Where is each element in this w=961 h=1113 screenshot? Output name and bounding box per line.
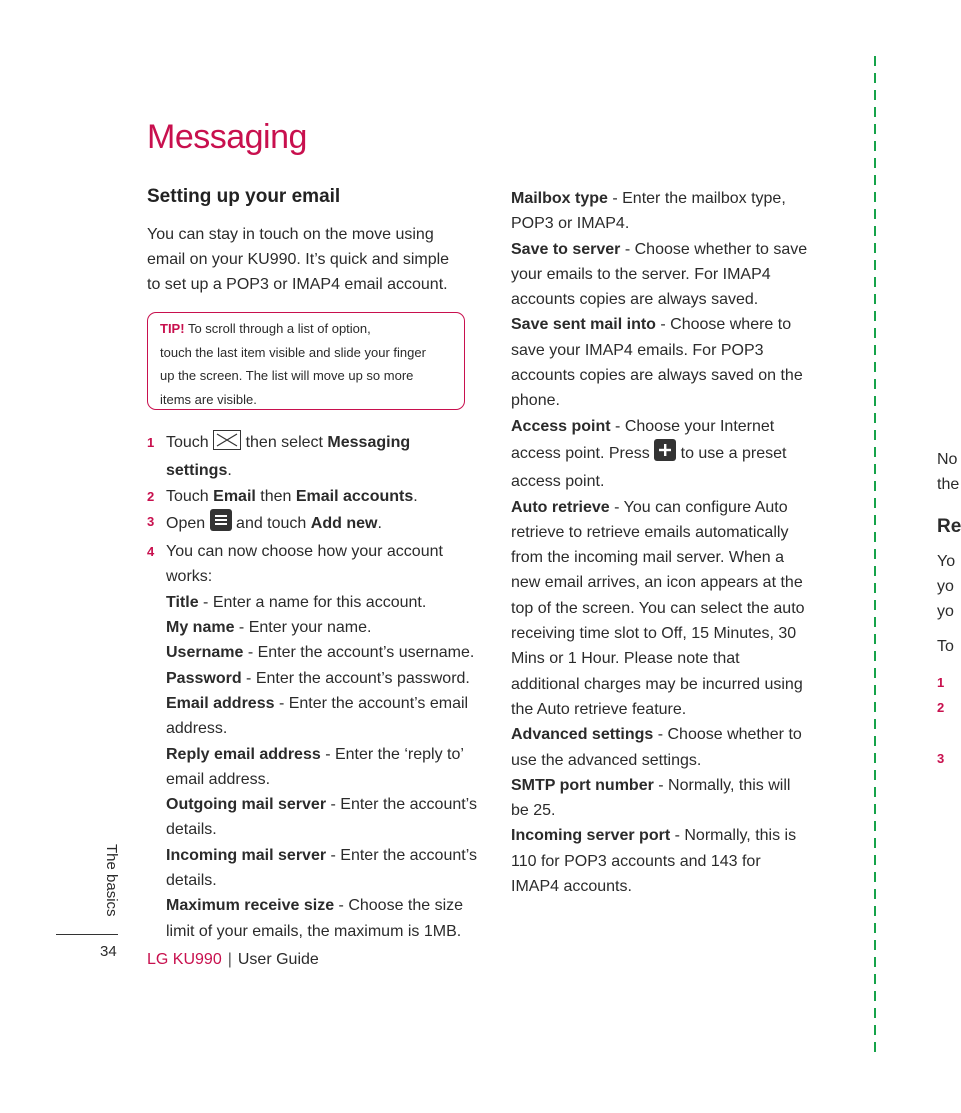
field-item: Auto retrieve - You can configure Auto retrieve to retrieve emails automatically from the incoming mail server. When a new email arrives, an icon appears at the top of the screen. You can select the auto receiving time slot to Off, 15 Minutes, 30 Mins or 1 Hour. Please note that additional charges may be incurred using the Auto retrieve feature. [511, 498, 805, 718]
field-item: Password - Enter the account’s password. [166, 669, 470, 687]
step-1: 1 Touch then select Messaging settings. [147, 430, 477, 484]
footer [147, 951, 319, 969]
menu-icon [210, 509, 232, 539]
field-item: Username - Enter the account’s username. [166, 644, 475, 662]
next-page-step-number: 1 [937, 675, 945, 690]
footer-guide: User Guide [237, 951, 319, 968]
next-page-text: Yo [937, 553, 956, 570]
field-item: Advanced settings - Choose whether to use the advanced settings. [511, 726, 802, 769]
step-3: 3 Open and touch Add new. [147, 509, 477, 539]
side-label-container [102, 844, 122, 924]
field-item: Title - Enter a name for this account. [166, 593, 427, 611]
intro-paragraph: You can stay in touch on the move using email on your KU990. It’s quick and simple to set up a POP3 or IMAP4 email account. [147, 226, 450, 293]
next-page-step-number: 3 [937, 751, 945, 766]
footer-separator: | [227, 951, 232, 968]
step-2: 2 Touch Email then Email accounts. [147, 484, 477, 509]
step-number: 4 [147, 544, 155, 560]
tip-line: touch the last item visible and slide your finger [160, 344, 426, 360]
next-page-text: the [937, 476, 960, 493]
tip-line: up the screen. The list will move up so more [160, 368, 414, 383]
field-item: SMTP port number - Normally, this will be 25. [511, 776, 791, 820]
page-number: 34 [100, 943, 117, 960]
next-page-text: No [937, 451, 958, 468]
tip-line: items are visible. [160, 391, 257, 407]
field-item: Mailbox type - Enter the mailbox type, POP3 or IMAP4. [511, 190, 786, 233]
next-page-step-number: 2 [937, 700, 945, 715]
section-side-label: The basics [103, 844, 120, 917]
plus-icon [654, 439, 676, 469]
tip-label: TIP! [160, 321, 185, 336]
fields-left [147, 590, 477, 944]
field-item: Email address - Enter the account’s email address. [166, 694, 469, 738]
messaging-envelope-icon [213, 430, 241, 458]
field-item: My name - Enter your name. [166, 619, 372, 637]
field-item: Access point - Choose your Internet access point. Press to use a preset access point. [511, 417, 787, 491]
footer-rule [56, 934, 118, 935]
fields-right [511, 186, 811, 899]
tip-line: TIP! To scroll through a list of option, [160, 321, 371, 336]
next-page-text: yo [937, 578, 954, 595]
step-number: 3 [147, 513, 155, 529]
step-number: 1 [147, 435, 155, 450]
page-divider [874, 56, 876, 1058]
field-item: Save sent mail into - Choose where to save your IMAP4 emails. For POP3 accounts copies are always saved on the phone. [511, 316, 803, 410]
field-item: Reply email address - Enter the ‘reply to’ email address. [166, 745, 464, 788]
next-page-heading: Re [937, 516, 961, 537]
field-item: Outgoing mail server - Enter the account’s details. [166, 796, 477, 839]
field-item: Maximum receive size - Choose the size limit of your emails, the maximum is 1MB. [166, 897, 464, 940]
page-title: Messaging [147, 118, 307, 156]
step-4: 4 You can now choose how your account works: [147, 539, 477, 590]
next-page-text: yo [937, 603, 954, 620]
next-page-text: To [937, 638, 954, 655]
section-heading: Setting up your email [147, 186, 341, 207]
field-item: Save to server - Choose whether to save your emails to the server. For IMAP4 accounts copies are always saved. [511, 240, 808, 309]
steps-list [147, 430, 477, 944]
field-item: Incoming mail server - Enter the account’s details. [166, 846, 477, 890]
footer-brand: LG KU990 [147, 951, 222, 968]
step-number: 2 [147, 488, 155, 504]
tip-box [147, 312, 465, 410]
field-item: Incoming server port - Normally, this is 110 for POP3 accounts and 143 for IMAP4 accounts. [511, 827, 797, 896]
